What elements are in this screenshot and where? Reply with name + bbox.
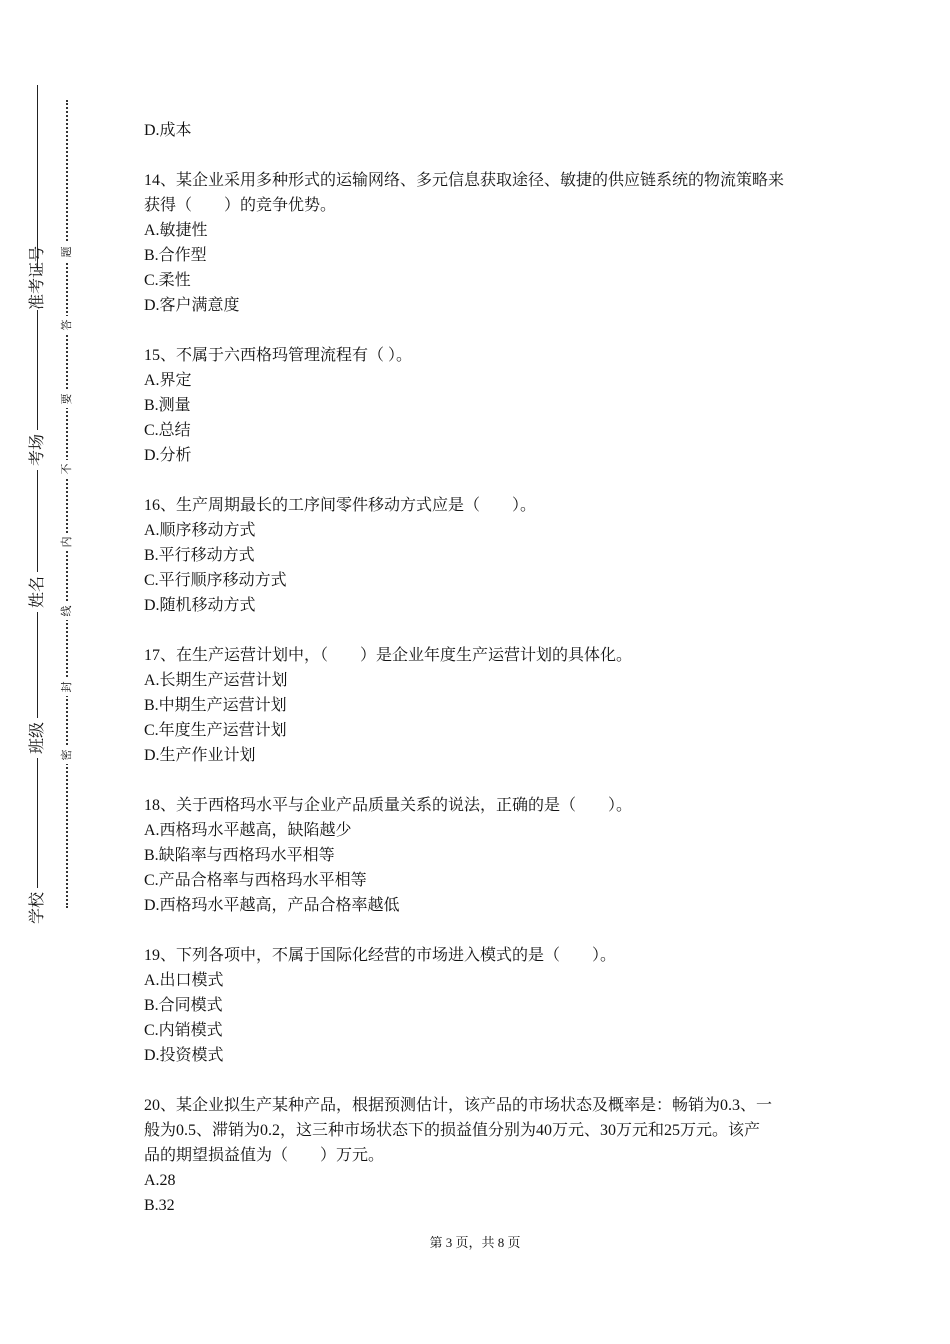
q17-option-b: B.中期生产运营计划 <box>144 697 287 714</box>
q14-option-a: A.敏捷性 <box>144 222 208 239</box>
seal-char-yao: 要 <box>60 390 74 408</box>
question-17 <box>144 643 814 768</box>
q14-option-b: B.合作型 <box>144 247 207 264</box>
seal-char-xian: 线 <box>60 602 74 620</box>
question-18 <box>144 793 814 918</box>
q19-option-a: A.出口模式 <box>144 972 224 989</box>
q15-stem: 15、不属于六西格玛管理流程有（ ）。 <box>144 347 413 364</box>
q20-stem-line2: 般为0.5、滞销为0.2，这三种市场状态下的损益值分别为40万元、30万元和25万元。该产 <box>144 1122 761 1139</box>
seal-char-nei: 内 <box>60 533 74 551</box>
q17-option-d: D.生产作业计划 <box>144 747 256 764</box>
q16-option-c: C.平行顺序移动方式 <box>144 572 287 589</box>
exam-id-label: 准考证号 <box>29 245 46 310</box>
q17-stem: 17、在生产运营计划中，（ ）是企业年度生产运营计划的具体化。 <box>144 647 633 664</box>
q20-stem-line1: 20、某企业拟生产某种产品，根据预测估计，该产品的市场状态及概率是：畅销为0.3、一 <box>144 1097 773 1114</box>
school-label: 学校 <box>28 888 48 928</box>
q13-option-d: D.成本 <box>144 122 192 139</box>
q18-option-d: D.西格玛水平越高，产品合格率越低 <box>144 897 400 914</box>
q14-stem-line1: 14、某企业采用多种形式的运输网络、多元信息获取途径、敏捷的供应链系统的物流策略来 <box>144 172 785 189</box>
seal-char-da: 答 <box>60 316 74 334</box>
binding-solid-line <box>37 85 38 925</box>
q15-option-b: B.测量 <box>144 397 191 414</box>
q18-option-a: A.西格玛水平越高，缺陷越少 <box>144 822 352 839</box>
seal-char-mi: 密 <box>60 746 74 764</box>
q15-option-c: C.总结 <box>144 422 191 439</box>
q18-option-b: B.缺陷率与西格玛水平相等 <box>144 847 335 864</box>
q20-option-b: B.32 <box>144 1197 175 1214</box>
q18-option-c: C.产品合格率与西格玛水平相等 <box>144 872 367 889</box>
q14-stem-line2: 获得（ ）的竞争优势。 <box>144 197 337 214</box>
question-19 <box>144 943 814 1068</box>
q16-option-b: B.平行移动方式 <box>144 547 255 564</box>
question-content <box>144 118 814 1218</box>
q16-option-a: A.顺序移动方式 <box>144 522 256 539</box>
binding-dotted-line <box>66 100 68 908</box>
question-14 <box>144 168 814 318</box>
question-20 <box>144 1093 814 1218</box>
name-label: 姓名 <box>28 572 48 612</box>
exam-room-label: 考场 <box>28 430 48 470</box>
question-16 <box>144 493 814 618</box>
q19-option-d: D.投资模式 <box>144 1047 224 1064</box>
page-footer: 第 3 页，共 8 页 <box>429 1235 521 1250</box>
q15-option-d: D.分析 <box>144 447 192 464</box>
q20-option-a: A.28 <box>144 1172 176 1189</box>
seal-char-bu: 不 <box>60 460 74 478</box>
q14-option-c: C.柔性 <box>144 272 191 289</box>
q16-option-d: D.随机移动方式 <box>144 597 256 614</box>
question-15 <box>144 343 814 468</box>
q20-stem-line3: 品的期望损益值为（ ）万元。 <box>144 1147 385 1164</box>
seal-char-feng: 封 <box>60 678 74 696</box>
q15-option-a: A.界定 <box>144 372 192 389</box>
q17-option-c: C.年度生产运营计划 <box>144 722 287 739</box>
q17-option-a: A.长期生产运营计划 <box>144 672 288 689</box>
q19-option-b: B.合同模式 <box>144 997 223 1014</box>
seal-char-ti: 题 <box>60 243 74 261</box>
q16-stem: 16、生产周期最长的工序间零件移动方式应是（ ）。 <box>144 497 537 514</box>
q18-stem: 18、关于西格玛水平与企业产品质量关系的说法，正确的是（ ）。 <box>144 797 633 814</box>
q19-stem: 19、下列各项中，不属于国际化经营的市场进入模式的是（ ）。 <box>144 947 617 964</box>
q14-option-d: D.客户满意度 <box>144 297 240 314</box>
class-label: 班级 <box>28 718 48 758</box>
q19-option-c: C.内销模式 <box>144 1022 223 1039</box>
